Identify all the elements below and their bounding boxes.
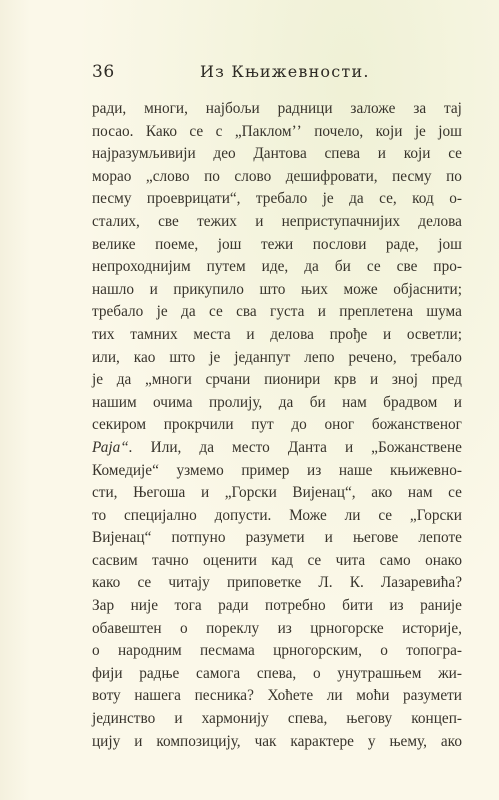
- text-line: сталих, све тежих и неприступачнијих делова: [92, 212, 462, 230]
- text-line: воту нашега песника? Хоћете ли моћи разумети: [92, 687, 462, 705]
- text-line: обавештен о пореклу из црногорске историје,: [92, 619, 462, 637]
- text-line: нашло и прикупило што њих може објаснити;: [92, 280, 462, 298]
- text-line: цију и композицију, чак карактере у њему, ако: [92, 732, 462, 750]
- text-line: то специјално допусти. Може ли се „Горски: [92, 506, 462, 524]
- text-line: нашим очима пролију, да би нам брадвом и: [92, 393, 462, 411]
- text-line: Раја“. Или, да место Данта и „Божанствене: [92, 438, 462, 456]
- text-line: како се читају приповетке Л. К. Лазаревића?: [92, 574, 462, 592]
- page-header: [92, 62, 462, 86]
- text-line: песму проеврицати“, требало је да се, код о-: [92, 190, 462, 208]
- page-number: 36: [92, 62, 115, 82]
- text-line: ради, многи, најбољи радници заложе за тај: [92, 100, 462, 117]
- body-text: [92, 98, 462, 753]
- text-line: фији радње самога спева, о унутрашњем жи-: [92, 664, 462, 682]
- text-line: непроходнијим путем иде, да би се све про-: [92, 258, 462, 276]
- text-line: Комедије“ узмемо пример из наше књижевно-: [92, 461, 462, 479]
- text-line: о народним песмама црногорским, о топогра-: [92, 642, 462, 660]
- text-line: сасвим тачно оценити кад се чита само онако: [92, 551, 462, 569]
- text-line: је да „многи срчани пионири крв и зној пред: [92, 371, 462, 389]
- text-line: сти, Његоша и „Горски Вијенац“, ако нам се: [92, 484, 462, 502]
- running-head: Из Књижевности.: [200, 62, 370, 81]
- text-line: морао „слово по слово дешифровати, песму по: [92, 167, 462, 185]
- text-line: посао. Како се с „Пакломʼʼ почело, који је још: [92, 122, 462, 140]
- text-line: најразумљивији део Дантова спева и који се: [92, 145, 462, 163]
- text-line: или, као што је једанпут лепо речено, требало: [92, 348, 462, 366]
- text-line: јединство и хармонију спева, његову концеп-: [92, 710, 462, 728]
- text-line: требало је да се сва густа и преплетена шума: [92, 303, 462, 321]
- text-line: секиром прокрчили пут до оног божанственог: [92, 416, 462, 434]
- text-line: Зар није тога ради потребно бити из раније: [92, 597, 462, 615]
- text-line: тих тамних места и делова прође и осветли;: [92, 325, 462, 343]
- text-line: велике поеме, још тежи послови раде, још: [92, 235, 462, 253]
- text-line: Вијенац“ потпуно разумети и његове лепоте: [92, 529, 462, 547]
